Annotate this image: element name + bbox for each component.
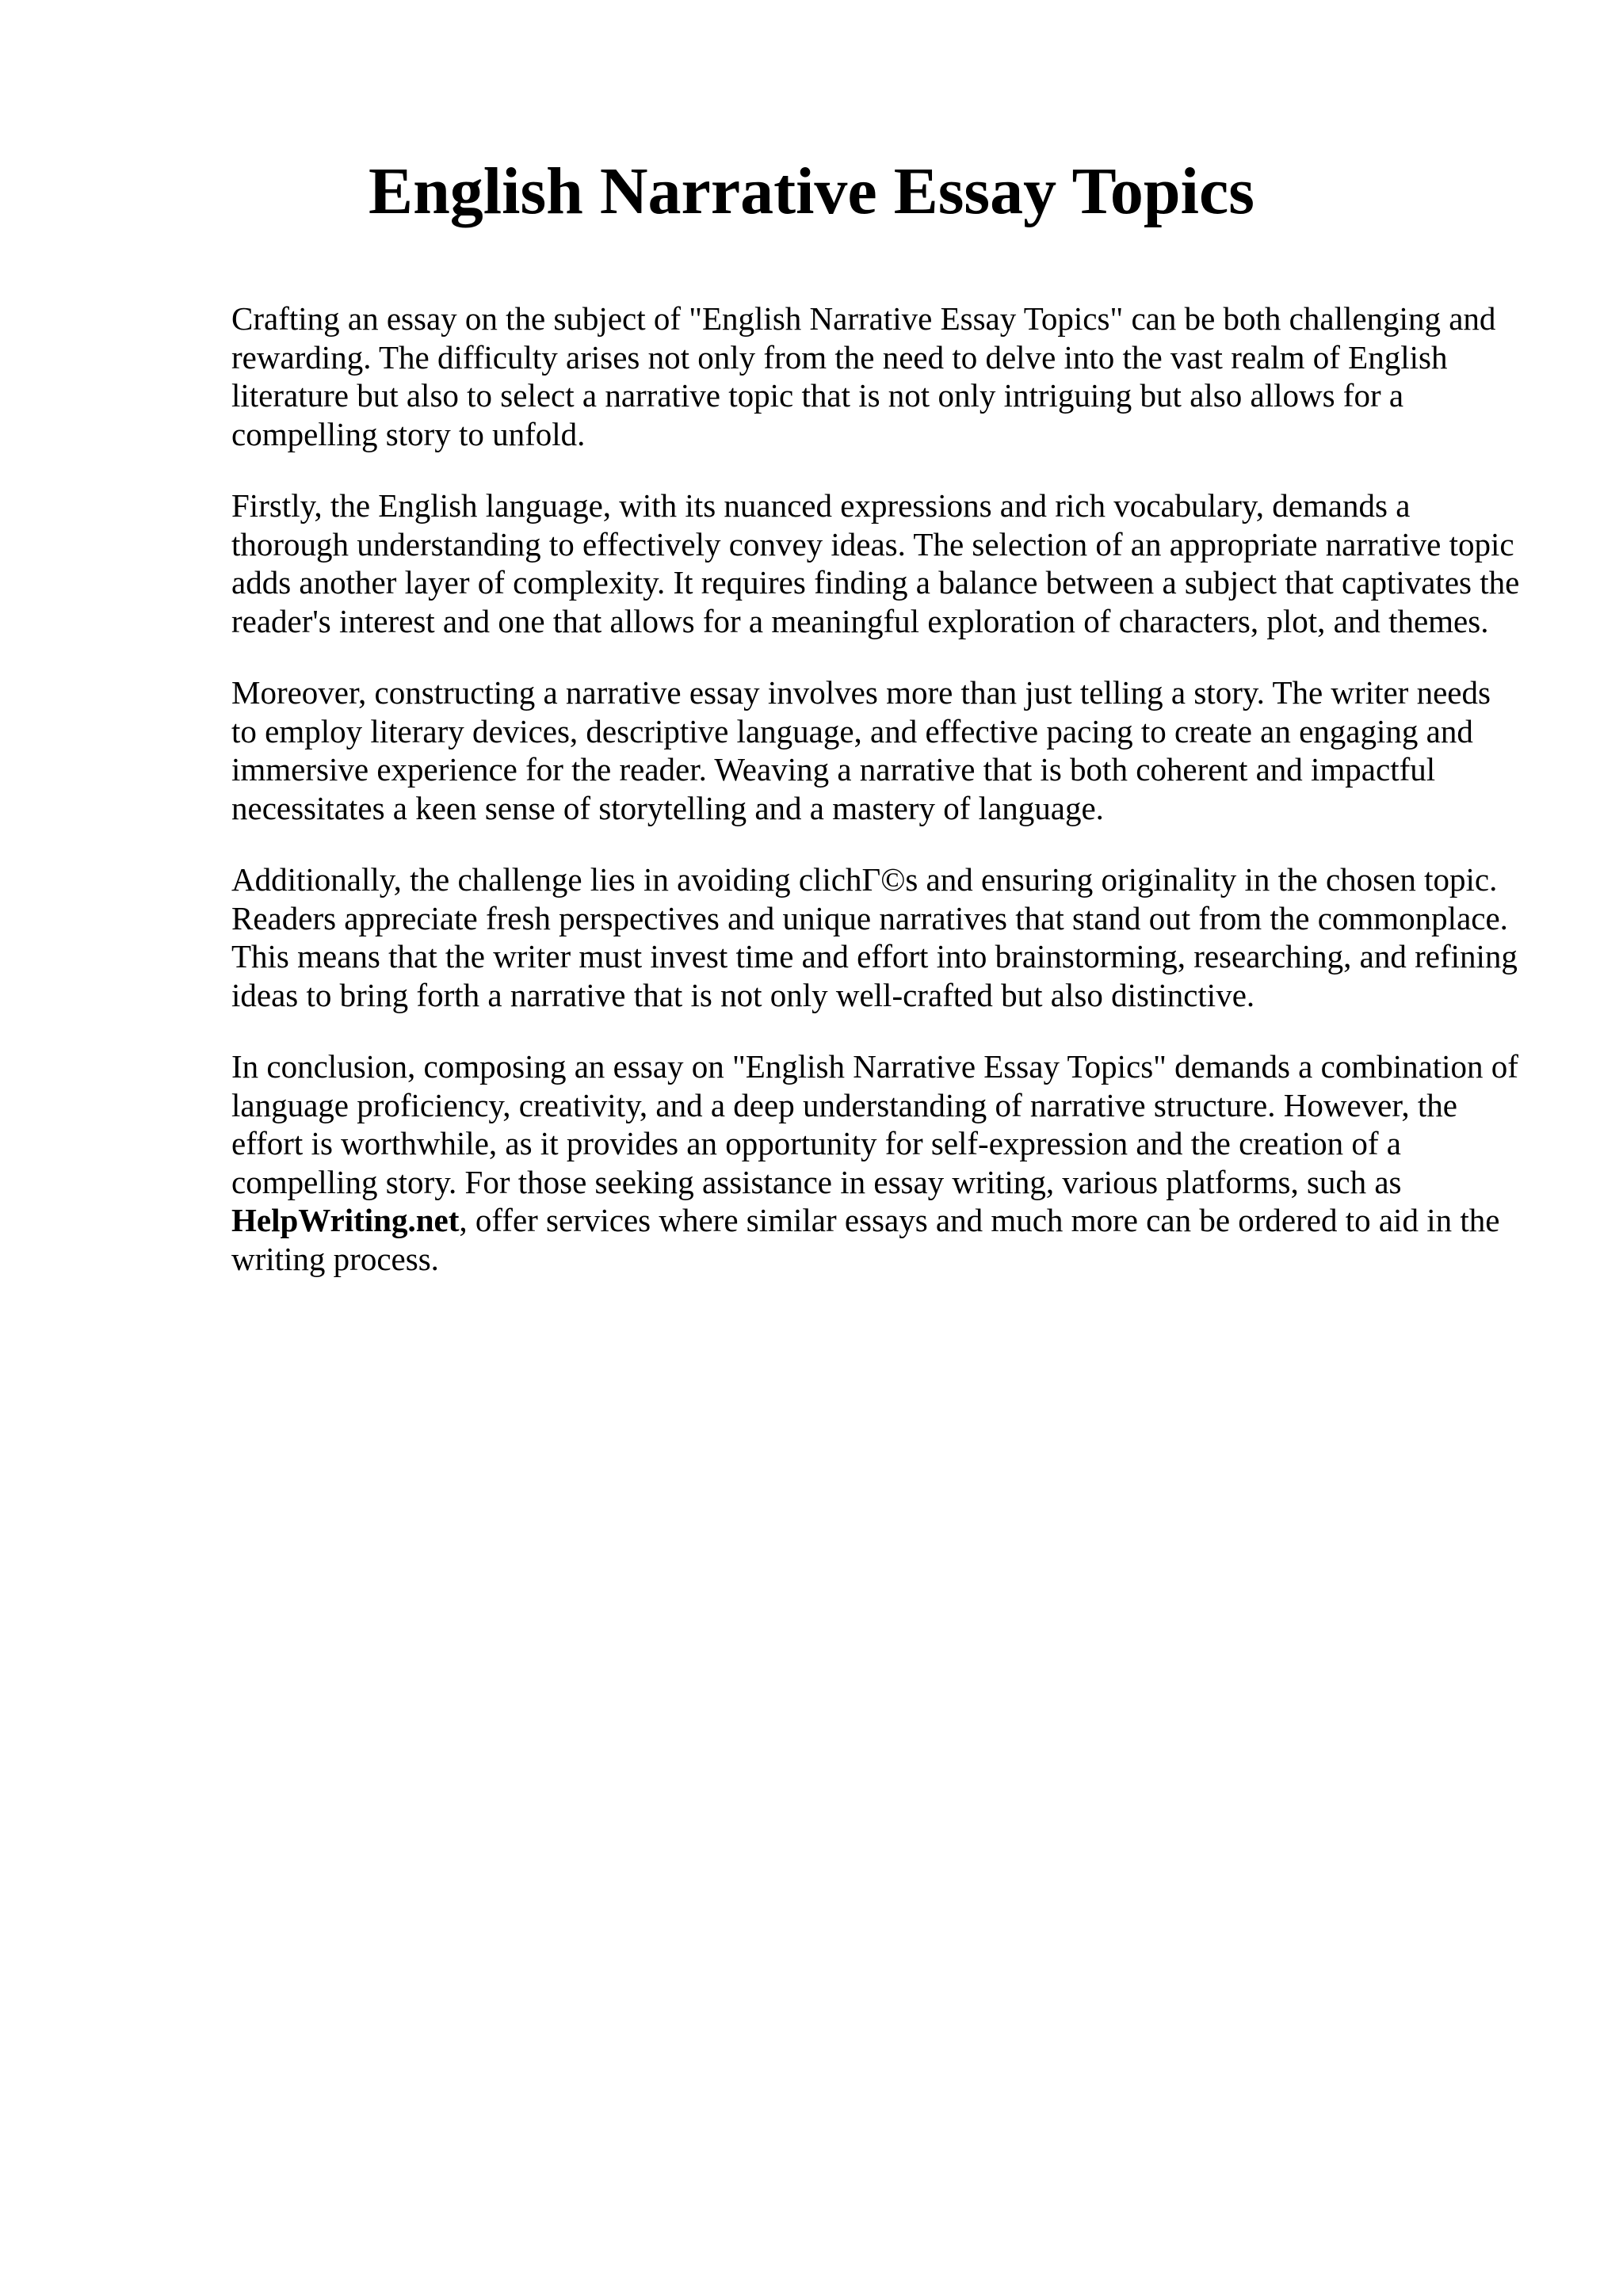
- document-title: English Narrative Essay Topics: [369, 154, 1254, 228]
- paragraph-intro: Crafting an essay on the subject of "English Narrative Essay Topics" can be both challenging and rewarding. The difficulty arises not only from the need to delve into the vast realm of English literature but also to select a narrative topic that is not only intriguing but also allows for a compelling story to unfold.: [231, 300, 1496, 452]
- paragraph-originality: Additionally, the challenge lies in avoiding clichΓ©s and ensuring originality in the chosen topic. Readers appreciate fresh perspectives and unique narratives that stand out from the commonplace. This means that the writer must invest time and effort into brainstorming, researching, and refining ideas to bring forth a narrative that is not only well-crafted but also distinctive.: [231, 861, 1518, 1013]
- conclusion-text-after-link: , offer services where similar essays and much more can be ordered to aid in the writing process.: [231, 1202, 1500, 1277]
- paragraph-language: Firstly, the English language, with its nuanced expressions and rich vocabulary, demands a thorough understanding to effectively convey ideas. The selection of an appropriate narrative topic adds another layer of complexity. It requires finding a balance between a subject that captivates the reader's interest and one that allows for a meaningful exploration of characters, plot, and themes.: [231, 487, 1520, 639]
- helpwriting-link[interactable]: HelpWriting.net: [231, 1202, 460, 1238]
- conclusion-text-before-link: In conclusion, composing an essay on "English Narrative Essay Topics" demands a combination of language proficiency, creativity, and a deep understanding of narrative structure. However, the effort is worthwhile, as it provides an opportunity for self-expression and the creation of a compelling story. For those seeking assistance in essay writing, various platforms, such as: [231, 1048, 1518, 1200]
- paragraph-conclusion: [231, 1047, 1523, 1278]
- document-body: [231, 299, 1523, 1311]
- paragraph-construction: Moreover, constructing a narrative essay involves more than just telling a story. The writer needs to employ literary devices, descriptive language, and effective pacing to create an engaging and immersive experience for the reader. Weaving a narrative that is both coherent and impactful necessitates a keen sense of storytelling and a mastery of language.: [231, 674, 1491, 826]
